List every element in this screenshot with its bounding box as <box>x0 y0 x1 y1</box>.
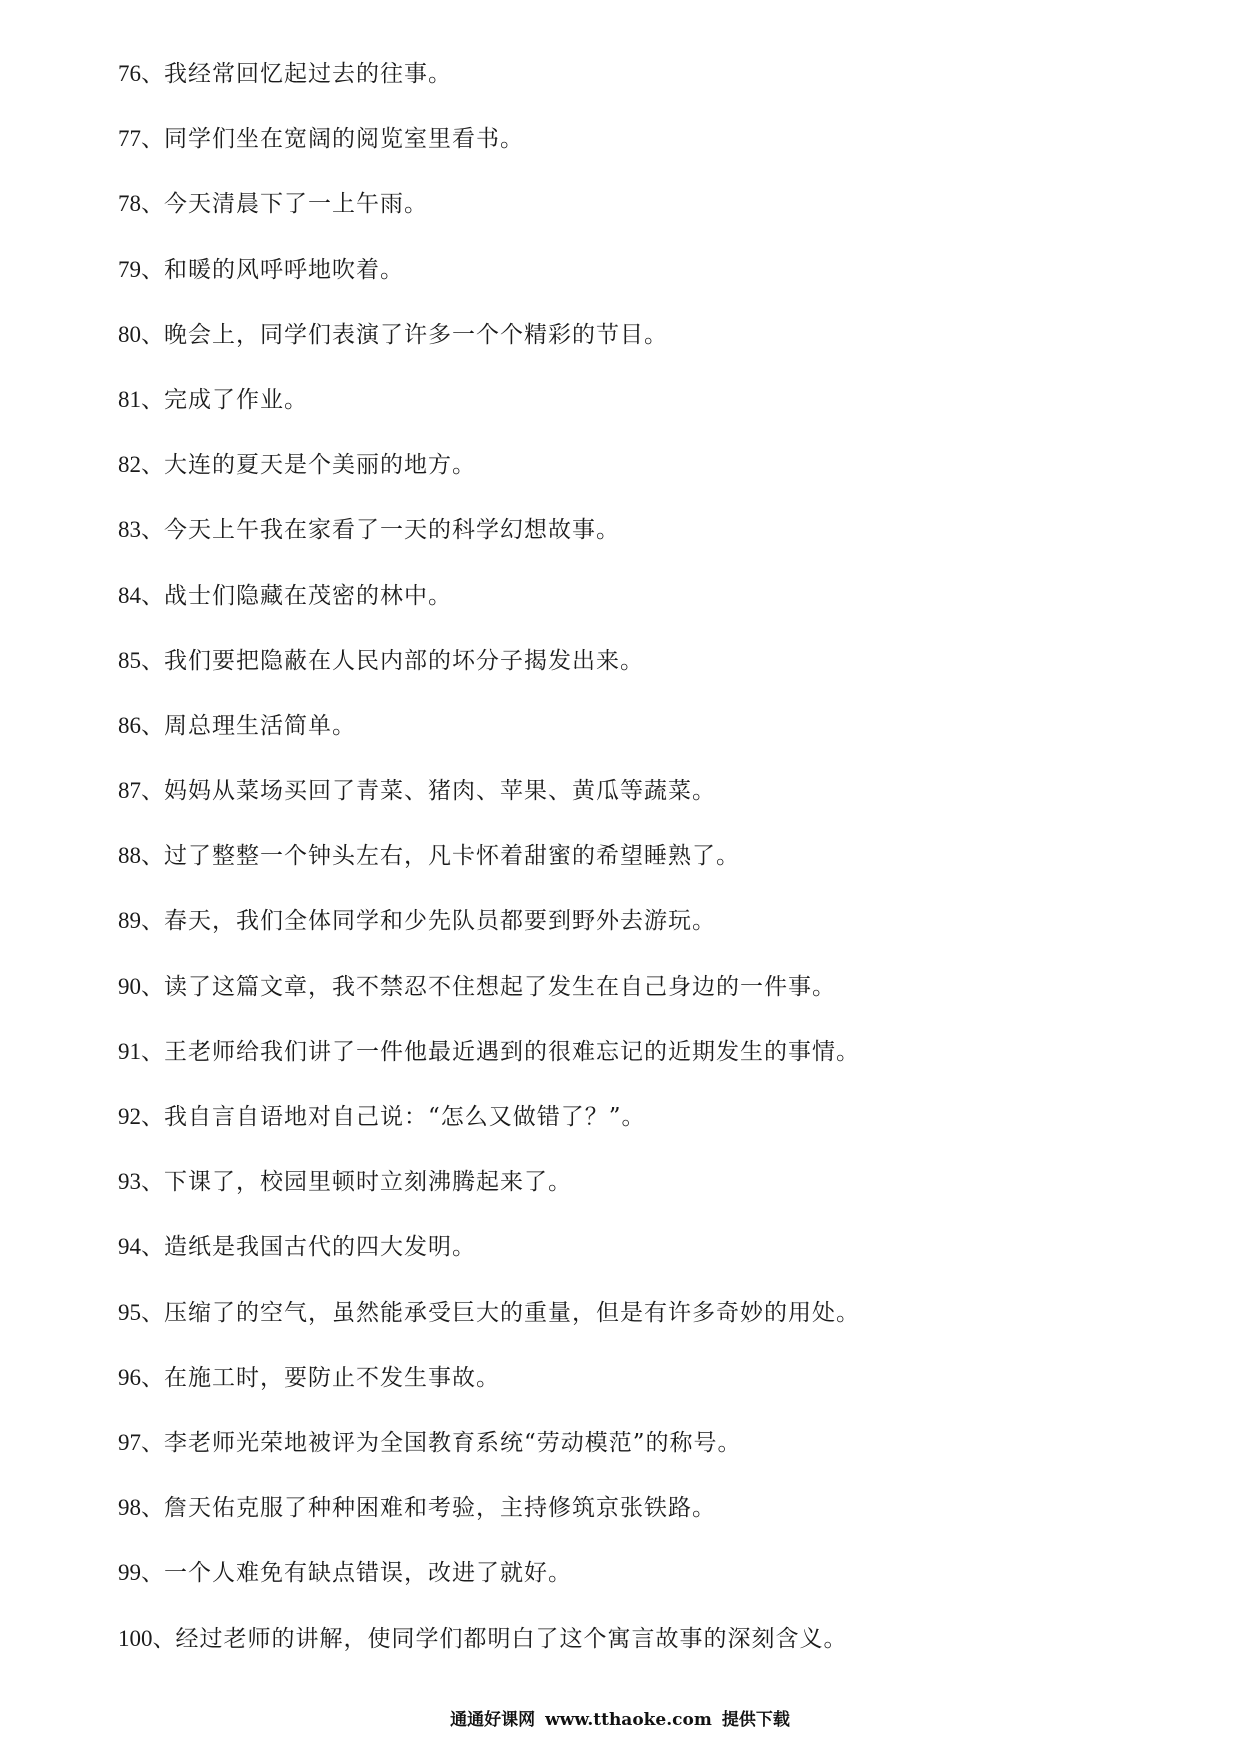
sentence-number: 90 <box>118 973 141 999</box>
sentence-number: 91 <box>118 1038 141 1064</box>
sentence-number: 94 <box>118 1234 141 1260</box>
sentence-item <box>118 1036 1198 1101</box>
sentence-text: 同学们坐在宽阔的阅览室里看书。 <box>164 126 524 153</box>
sentence-number: 83 <box>118 517 141 543</box>
sentence-number: 100 <box>118 1625 153 1651</box>
sentence-text: 晚会上，同学们表演了许多一个个精彩的节目。 <box>164 321 668 348</box>
sentence-text: 下课了，校园里顿时立刻沸腾起来了。 <box>164 1169 572 1196</box>
sentence-item <box>118 1362 1198 1427</box>
sentence-number: 87 <box>118 778 141 804</box>
sentence-item <box>118 123 1198 188</box>
sentence-number: 77 <box>118 126 141 152</box>
footer-url[interactable]: www.tthaoke.com <box>545 1710 712 1730</box>
sentence-separator: 、 <box>141 61 164 87</box>
sentence-text: 战士们隐藏在茂密的林中。 <box>164 582 452 609</box>
sentence-text: 妈妈从菜场买回了青菜、猪肉、苹果、黄瓜等蔬菜。 <box>164 778 716 805</box>
footer-suffix: 提供下载 <box>721 1710 790 1730</box>
sentence-separator: 、 <box>141 1364 164 1391</box>
sentence-number: 92 <box>118 1104 141 1129</box>
sentence-text: 春天，我们全体同学和少先队员都要到野外去游玩。 <box>164 908 716 935</box>
sentence-separator: 、 <box>141 1429 164 1456</box>
sentence-separator: 、 <box>141 386 164 413</box>
sentence-separator: 、 <box>141 712 164 739</box>
sentence-text: 造纸是我国古代的四大发明。 <box>164 1234 476 1261</box>
sentence-text: 我经常回忆起过去的往事。 <box>164 61 452 87</box>
sentence-separator: 、 <box>141 1038 164 1065</box>
sentence-item <box>118 905 1198 970</box>
sentence-separator: 、 <box>141 191 164 218</box>
sentence-item <box>118 58 1198 123</box>
sentence-separator: 、 <box>141 973 164 1000</box>
sentence-text: 经过老师的讲解，使同学们都明白了这个寓言故事的深刻含义。 <box>175 1625 848 1652</box>
sentence-separator: 、 <box>152 1625 176 1652</box>
sentence-number: 78 <box>118 191 141 217</box>
sentence-separator: 、 <box>141 778 164 805</box>
sentence-number: 93 <box>118 1169 141 1195</box>
sentence-number: 86 <box>118 712 141 738</box>
sentence-separator: 、 <box>141 908 164 935</box>
sentence-text: 周总理生活简单。 <box>164 712 356 739</box>
sentence-item <box>118 449 1198 514</box>
sentence-text: 王老师给我们讲了一件他最近遇到的很难忘记的近期发生的事情。 <box>164 1038 860 1065</box>
sentence-item <box>118 1297 1198 1362</box>
sentence-text: 完成了作业。 <box>164 386 308 413</box>
sentence-item <box>118 971 1198 1036</box>
sentence-separator: 、 <box>141 1495 164 1522</box>
sentence-separator: 、 <box>141 1299 164 1326</box>
sentence-number: 89 <box>118 908 141 934</box>
sentence-number: 85 <box>118 647 141 673</box>
sentence-item <box>118 840 1198 905</box>
sentence-item <box>118 1492 1198 1557</box>
sentence-separator: 、 <box>141 321 164 348</box>
sentence-separator: 、 <box>141 517 164 544</box>
sentence-item <box>118 775 1198 840</box>
sentence-item <box>118 1427 1198 1492</box>
sentence-separator: 、 <box>141 126 164 153</box>
sentence-separator: 、 <box>141 256 164 283</box>
sentence-number: 96 <box>118 1364 141 1390</box>
sentence-item <box>118 384 1198 449</box>
sentence-list <box>118 58 1198 1688</box>
sentence-text: 我们要把隐蔽在人民内部的坏分子揭发出来。 <box>164 647 644 674</box>
sentence-number: 79 <box>118 256 141 282</box>
sentence-separator: 、 <box>141 452 164 479</box>
page-footer <box>0 1708 1240 1732</box>
sentence-separator: 、 <box>141 582 164 609</box>
sentence-number: 81 <box>118 386 141 412</box>
sentence-separator: 、 <box>141 647 164 674</box>
sentence-number: 98 <box>118 1495 141 1521</box>
sentence-separator: 、 <box>141 843 164 870</box>
sentence-item <box>118 1623 1198 1688</box>
sentence-item <box>118 514 1198 579</box>
sentence-separator: 、 <box>141 1104 164 1130</box>
sentence-separator: 、 <box>141 1560 164 1587</box>
sentence-text: 大连的夏天是个美丽的地方。 <box>164 452 476 479</box>
sentence-text: 一个人难免有缺点错误，改进了就好。 <box>164 1560 572 1587</box>
sentence-number: 88 <box>118 843 141 869</box>
sentence-item <box>118 188 1198 253</box>
sentence-separator: 、 <box>141 1234 164 1261</box>
sentence-item <box>118 254 1198 319</box>
sentence-text: 今天上午我在家看了一天的科学幻想故事。 <box>164 517 620 544</box>
sentence-item <box>118 645 1198 710</box>
sentence-text: 在施工时，要防止不发生事故。 <box>164 1364 500 1391</box>
sentence-text: 李老师光荣地被评为全国教育系统“劳动模范”的称号。 <box>164 1429 742 1456</box>
sentence-text: 今天清晨下了一上午雨。 <box>164 191 428 218</box>
sentence-number: 97 <box>118 1429 141 1455</box>
sentence-separator: 、 <box>141 1169 164 1196</box>
footer-site-name: 通通好课网 <box>450 1710 536 1730</box>
sentence-item <box>118 1166 1198 1231</box>
sentence-item <box>118 1557 1198 1622</box>
sentence-number: 95 <box>118 1299 141 1325</box>
sentence-text: 和暖的风呼呼地吹着。 <box>164 256 404 283</box>
sentence-number: 84 <box>118 582 141 608</box>
sentence-item <box>118 580 1198 645</box>
sentence-item <box>118 1231 1198 1296</box>
sentence-text: 读了这篇文章，我不禁忍不住想起了发生在自己身边的一件事。 <box>164 973 836 1000</box>
sentence-text: 詹天佑克服了种种困难和考验，主持修筑京张铁路。 <box>164 1495 716 1522</box>
sentence-item <box>118 1101 1198 1166</box>
sentence-text: 我自言自语地对自己说：“怎么又做错了？”。 <box>164 1104 646 1130</box>
sentence-number: 76 <box>118 61 141 86</box>
sentence-item <box>118 710 1198 775</box>
sentence-number: 99 <box>118 1560 141 1586</box>
sentence-text: 压缩了的空气，虽然能承受巨大的重量，但是有许多奇妙的用处。 <box>164 1299 860 1326</box>
sentence-number: 80 <box>118 321 141 347</box>
sentence-text: 过了整整一个钟头左右，凡卡怀着甜蜜的希望睡熟了。 <box>164 843 740 870</box>
sentence-number: 82 <box>118 452 141 478</box>
sentence-item <box>118 319 1198 384</box>
